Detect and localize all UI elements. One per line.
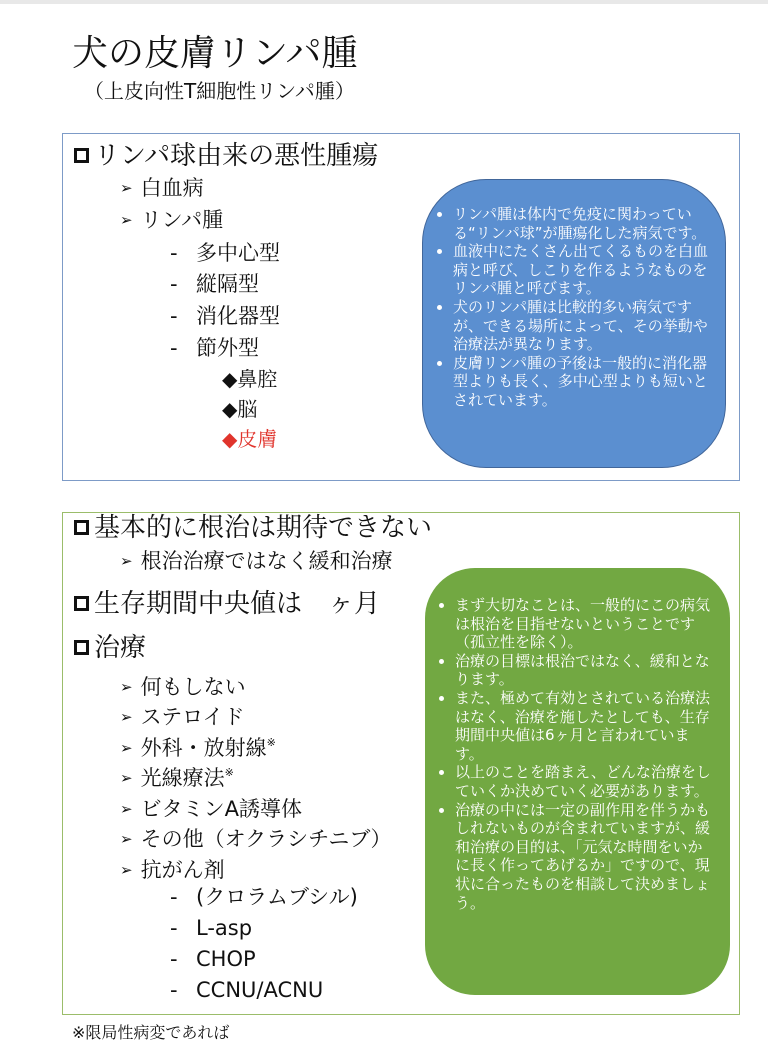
- list-item-label: リンパ腫: [140, 208, 224, 232]
- site-item: [222, 365, 277, 393]
- list-item-lymphoma: [120, 206, 223, 234]
- treatment-label: 光線療法: [140, 766, 225, 790]
- arrowhead-icon: ➢: [120, 800, 133, 818]
- explanation-list: [437, 205, 709, 410]
- page-subtitle: （上皮向性T細胞性リンパ腫）: [84, 79, 355, 103]
- explanation-item: • 治療の目標は根治ではなく、緩和となります。: [455, 652, 716, 689]
- dash-bullet: -: [170, 336, 178, 360]
- explanation-item: • 犬のリンパ腫は比較的多い病気ですが、できる場所によって、その挙動や治療法が異なります。: [453, 298, 709, 354]
- hollow-square-icon: [74, 596, 89, 611]
- dash-bullet: -: [170, 947, 178, 971]
- treatment-label: ビタミンA誘導体: [140, 797, 302, 821]
- survival-heading-text: 生存期間中央値は ヶ月: [94, 589, 381, 619]
- dash-bullet: -: [170, 916, 178, 940]
- treatment-label: ステロイド: [140, 705, 245, 729]
- hollow-square-icon: [74, 148, 89, 163]
- arrowhead-icon: ➢: [120, 861, 133, 879]
- drug-label: (クロラムブシル): [196, 885, 358, 909]
- cure-note: [120, 547, 393, 575]
- treatment-item: [120, 759, 234, 792]
- type-item: [170, 239, 280, 267]
- type-item: [170, 270, 259, 298]
- explanation-item: • 以上のことを踏まえ、どんな治療をしていくか決めていく必要があります。: [455, 763, 716, 800]
- diamond-icon: ◆: [222, 427, 238, 451]
- arrowhead-icon: ➢: [120, 678, 133, 696]
- explanation-item: • 皮膚リンパ腫の予後は一般的に消化器型よりも長く、多中心型よりも短いとされています。: [453, 354, 709, 410]
- drug-item: [170, 945, 256, 973]
- explanation-list: [439, 596, 716, 912]
- type-item: [170, 334, 259, 362]
- section1-heading-text: リンパ球由来の悪性腫瘍: [94, 141, 379, 171]
- treatment-explanation-bubble: [425, 568, 730, 995]
- drug-item: [170, 883, 358, 911]
- arrowhead-icon: ➢: [120, 552, 133, 570]
- explanation-item: • リンパ腫は体内で免疫に関わっている“リンパ球”が腫瘍化した病気です。: [453, 205, 709, 242]
- treatment-label: 何もしない: [140, 675, 246, 699]
- footnote: ※限局性病変であれば: [72, 1023, 230, 1042]
- arrowhead-icon: ➢: [120, 830, 133, 848]
- list-item-leukemia: [120, 174, 204, 202]
- treatment-item: [120, 668, 246, 701]
- treatment-item: [120, 729, 276, 762]
- treatment-label: その他（オクラシチニブ）: [140, 827, 392, 851]
- explanation-item: • まず大切なことは、一般的にこの病気は根治を目指せないということです（孤立性を除く）。: [455, 596, 716, 652]
- drug-label: CCNU/ACNU: [196, 978, 324, 1002]
- explanation-item: • また、極めて有効とされている治療法はなく、治療を施したとしても、生存期間中央値は6ヶ月と言われています。: [455, 689, 716, 763]
- hollow-square-icon: [74, 520, 89, 535]
- footnote-mark: ※: [266, 736, 276, 749]
- cure-note-text: 根治治療ではなく緩和治療: [140, 549, 393, 573]
- dash-bullet: -: [170, 241, 178, 265]
- type-label: 多中心型: [196, 241, 280, 265]
- arrowhead-icon: ➢: [120, 708, 133, 726]
- diamond-icon: ◆: [222, 367, 238, 391]
- treatment-item: [120, 698, 245, 731]
- treatment-heading: [74, 632, 146, 664]
- treatment-label: 抗がん剤: [140, 858, 225, 882]
- site-label: 鼻腔: [237, 367, 278, 391]
- drug-label: CHOP: [196, 947, 256, 971]
- treatment-heading-text: 治療: [94, 633, 147, 663]
- site-item: [222, 395, 257, 423]
- dash-bullet: -: [170, 304, 178, 328]
- arrowhead-icon: ➢: [120, 739, 133, 757]
- cure-heading: [74, 512, 432, 544]
- dash-bullet: -: [170, 978, 178, 1002]
- survival-heading: [74, 588, 380, 620]
- top-divider: [0, 0, 768, 4]
- hollow-square-icon: [74, 640, 89, 655]
- section1-heading: [74, 140, 378, 172]
- site-label: 皮膚: [237, 427, 278, 451]
- footnote-mark: ※: [224, 766, 234, 779]
- dash-bullet: -: [170, 272, 178, 296]
- treatment-item: [120, 790, 302, 823]
- cure-heading-text: 基本的に根治は期待できない: [94, 513, 433, 543]
- diamond-icon: ◆: [222, 397, 238, 421]
- type-item: [170, 302, 280, 330]
- arrowhead-icon: ➢: [120, 179, 133, 197]
- arrowhead-icon: ➢: [120, 211, 133, 229]
- type-label: 消化器型: [196, 304, 280, 328]
- site-label: 脳: [237, 397, 258, 421]
- type-label: 縦隔型: [196, 272, 259, 296]
- explanation-item: • 治療の中には一定の副作用を伴うかもしれないものが含まれていますが、緩和治療の目的は、「元気な時間をいかに長く作ってあげるか」ですので、現状に合ったものを相談して決めましょう。: [455, 801, 716, 913]
- treatment-label: 外科・放射線: [140, 736, 267, 760]
- page-title: 犬の皮膚リンパ腫: [72, 33, 358, 74]
- site-item-highlighted: [222, 425, 277, 453]
- list-item-label: 白血病: [140, 176, 204, 200]
- drug-item: [170, 976, 323, 1004]
- dash-bullet: -: [170, 885, 178, 909]
- arrowhead-icon: ➢: [120, 769, 133, 787]
- treatment-item: [120, 851, 225, 884]
- treatment-item: [120, 820, 392, 853]
- explanation-item: • 血液中にたくさん出てくるものを白血病と呼び、しこりを作るようなものをリンパ腫と呼びます。: [453, 242, 709, 298]
- drug-label: L-asp: [196, 916, 253, 940]
- lymphoma-explanation-bubble: [422, 179, 726, 468]
- type-label: 節外型: [196, 336, 259, 360]
- drug-item: [170, 914, 252, 942]
